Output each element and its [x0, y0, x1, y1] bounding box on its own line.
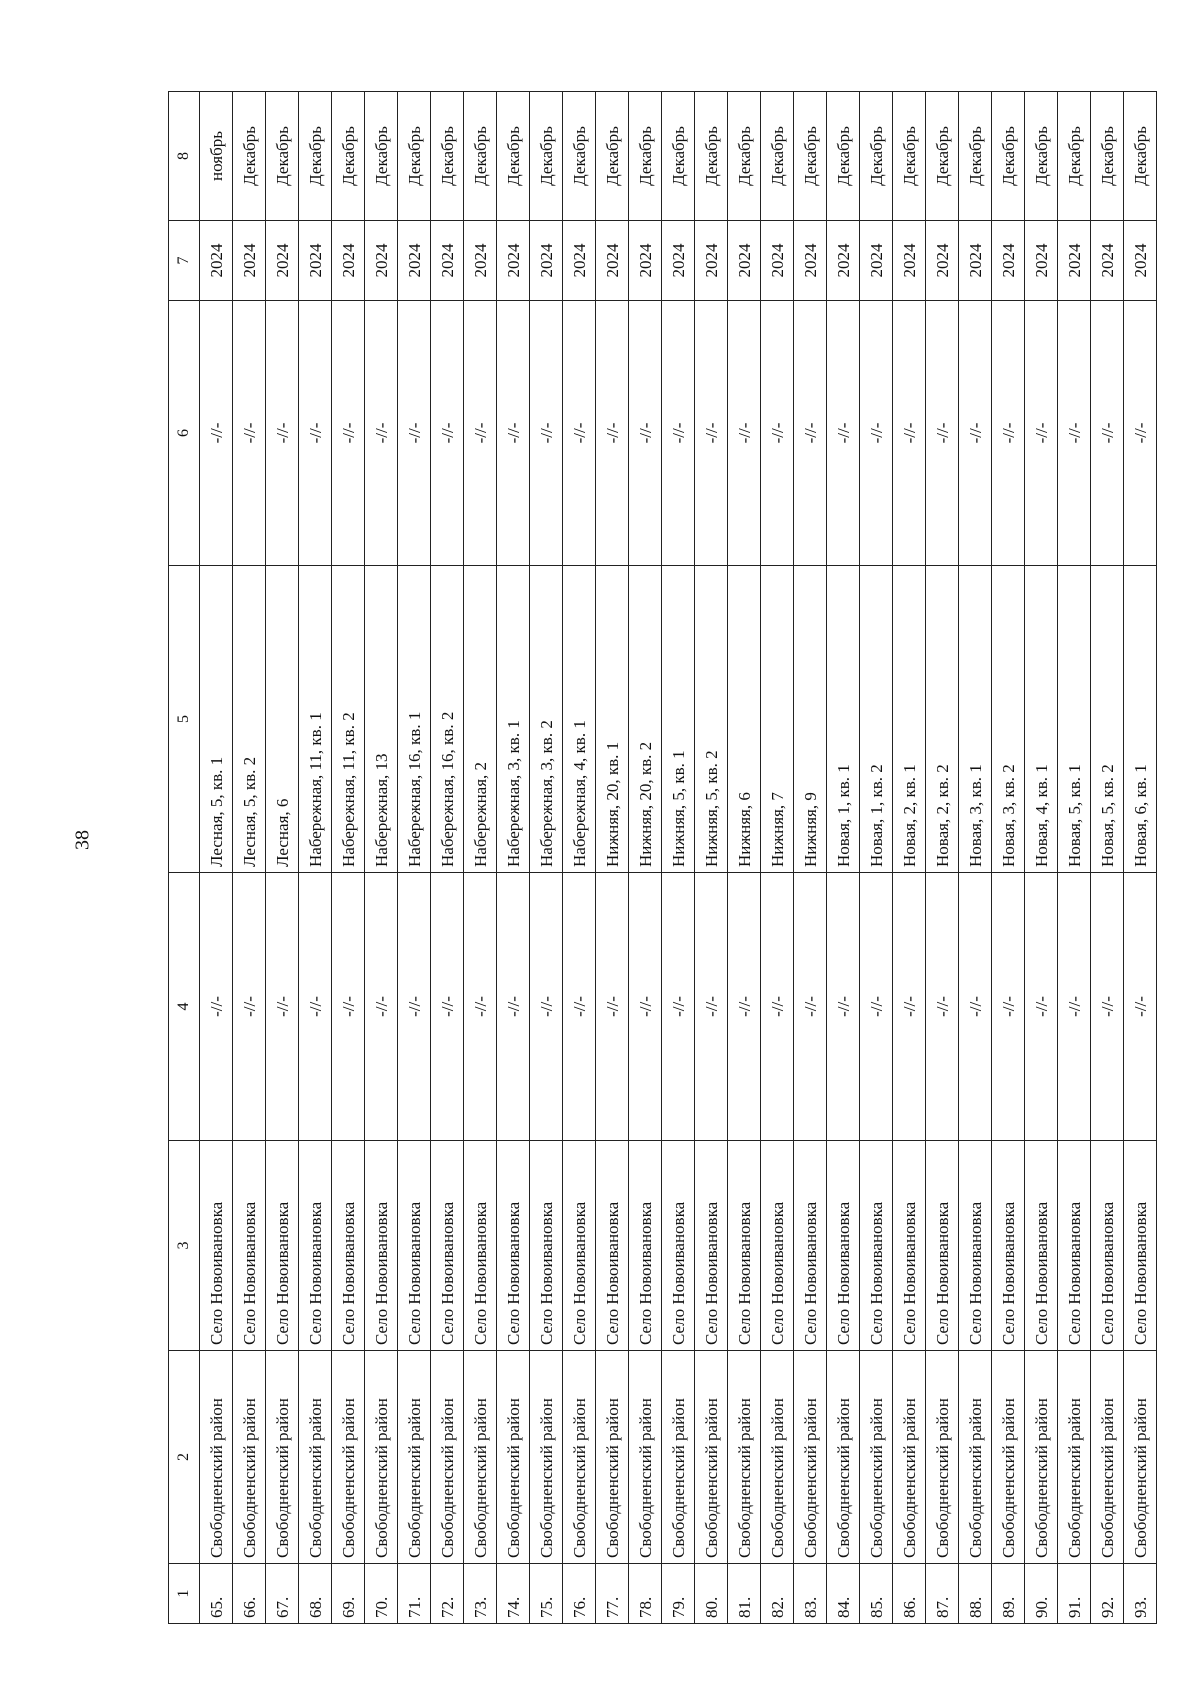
district-cell: Свободненский район [431, 1351, 464, 1564]
year-cell: 2024 [398, 221, 431, 301]
district-cell: Свободненский район [563, 1351, 596, 1564]
ditto-mark-cell: -//- [1124, 873, 1157, 1141]
district-cell: Свободненский район [266, 1351, 299, 1564]
table-row [1058, 92, 1091, 1624]
year-cell: 2024 [200, 221, 233, 301]
ditto-mark-cell: -//- [530, 873, 563, 1141]
year-cell: 2024 [299, 221, 332, 301]
ditto-mark-cell: -//- [827, 873, 860, 1141]
table-row [1124, 92, 1157, 1624]
year-cell: 2024 [464, 221, 497, 301]
row-number: 85. [860, 1564, 893, 1624]
settlement-cell: Село Новоивановка [332, 1141, 365, 1351]
ditto-mark-cell: -//- [431, 873, 464, 1141]
ditto-mark-cell: -//- [992, 301, 1025, 566]
table-row [794, 92, 827, 1624]
col-header-3: 3 [169, 1141, 200, 1351]
table-row [629, 92, 662, 1624]
address-cell: Нижняя, 7 [761, 566, 794, 873]
ditto-mark-cell: -//- [992, 873, 1025, 1141]
ditto-mark-cell: -//- [596, 301, 629, 566]
year-cell: 2024 [695, 221, 728, 301]
row-number: 92. [1091, 1564, 1124, 1624]
ditto-mark-cell: -//- [926, 301, 959, 566]
ditto-mark-cell: -//- [200, 301, 233, 566]
table-row [431, 92, 464, 1624]
ditto-mark-cell: -//- [662, 301, 695, 566]
address-cell: Нижняя, 20, кв. 2 [629, 566, 662, 873]
table-row [695, 92, 728, 1624]
district-cell: Свободненский район [662, 1351, 695, 1564]
year-cell: 2024 [1058, 221, 1091, 301]
ditto-mark-cell: -//- [1025, 873, 1058, 1141]
row-number: 69. [332, 1564, 365, 1624]
ditto-mark-cell: -//- [728, 873, 761, 1141]
row-number: 76. [563, 1564, 596, 1624]
month-cell: Декабрь [959, 92, 992, 221]
year-cell: 2024 [794, 221, 827, 301]
settlement-cell: Село Новоивановка [1091, 1141, 1124, 1351]
settlement-cell: Село Новоивановка [233, 1141, 266, 1351]
ditto-mark-cell: -//- [629, 873, 662, 1141]
ditto-mark-cell: -//- [464, 873, 497, 1141]
ditto-mark-cell: -//- [365, 301, 398, 566]
settlement-cell: Село Новоивановка [299, 1141, 332, 1351]
settlement-cell: Село Новоивановка [530, 1141, 563, 1351]
ditto-mark-cell: -//- [299, 301, 332, 566]
address-cell: Новая, 6, кв. 1 [1124, 566, 1157, 873]
row-number: 73. [464, 1564, 497, 1624]
table-row [860, 92, 893, 1624]
year-cell: 2024 [926, 221, 959, 301]
ditto-mark-cell: -//- [893, 873, 926, 1141]
year-cell: 2024 [497, 221, 530, 301]
year-cell: 2024 [1025, 221, 1058, 301]
row-number: 77. [596, 1564, 629, 1624]
ditto-mark-cell: -//- [563, 873, 596, 1141]
ditto-mark-cell: -//- [233, 301, 266, 566]
year-cell: 2024 [860, 221, 893, 301]
address-cell: Нижняя, 6 [728, 566, 761, 873]
district-cell: Свободненский район [629, 1351, 662, 1564]
district-cell: Свободненский район [1091, 1351, 1124, 1564]
row-number: 90. [1025, 1564, 1058, 1624]
ditto-mark-cell: -//- [728, 301, 761, 566]
ditto-mark-cell: -//- [1025, 301, 1058, 566]
table-row [959, 92, 992, 1624]
ditto-mark-cell: -//- [398, 301, 431, 566]
row-number: 86. [893, 1564, 926, 1624]
month-cell: Декабрь [893, 92, 926, 221]
settlement-cell: Село Новоивановка [860, 1141, 893, 1351]
district-cell: Свободненский район [926, 1351, 959, 1564]
ditto-mark-cell: -//- [695, 301, 728, 566]
ditto-mark-cell: -//- [695, 873, 728, 1141]
table-row [662, 92, 695, 1624]
address-cell: Лесная, 5, кв. 2 [233, 566, 266, 873]
month-cell: Декабрь [794, 92, 827, 221]
ditto-mark-cell: -//- [563, 301, 596, 566]
address-cell: Нижняя, 5, кв. 2 [695, 566, 728, 873]
row-number: 93. [1124, 1564, 1157, 1624]
district-cell: Свободненский район [365, 1351, 398, 1564]
address-cell: Нижняя, 9 [794, 566, 827, 873]
row-number: 68. [299, 1564, 332, 1624]
year-cell: 2024 [563, 221, 596, 301]
year-cell: 2024 [959, 221, 992, 301]
district-cell: Свободненский район [992, 1351, 1025, 1564]
settlement-cell: Село Новоивановка [893, 1141, 926, 1351]
settlement-cell: Село Новоивановка [464, 1141, 497, 1351]
table-row [200, 92, 233, 1624]
year-cell: 2024 [1091, 221, 1124, 301]
address-cell: Лесная, 5, кв. 1 [200, 566, 233, 873]
col-header-4: 4 [169, 873, 200, 1141]
district-cell: Свободненский район [464, 1351, 497, 1564]
col-header-7: 7 [169, 221, 200, 301]
year-cell: 2024 [530, 221, 563, 301]
settlement-cell: Село Новоивановка [431, 1141, 464, 1351]
settlement-cell: Село Новоивановка [662, 1141, 695, 1351]
table-row [728, 92, 761, 1624]
row-number: 81. [728, 1564, 761, 1624]
ditto-mark-cell: -//- [365, 873, 398, 1141]
ditto-mark-cell: -//- [200, 873, 233, 1141]
row-number: 84. [827, 1564, 860, 1624]
ditto-mark-cell: -//- [926, 873, 959, 1141]
table-row [266, 92, 299, 1624]
col-header-5: 5 [169, 566, 200, 873]
ditto-mark-cell: -//- [596, 873, 629, 1141]
year-cell: 2024 [728, 221, 761, 301]
settlement-cell: Село Новоивановка [629, 1141, 662, 1351]
ditto-mark-cell: -//- [530, 301, 563, 566]
settlement-cell: Село Новоивановка [1025, 1141, 1058, 1351]
settlement-cell: Село Новоивановка [926, 1141, 959, 1351]
month-cell: Декабрь [464, 92, 497, 221]
address-cell: Новая, 5, кв. 1 [1058, 566, 1091, 873]
ditto-mark-cell: -//- [662, 873, 695, 1141]
month-cell: Декабрь [1058, 92, 1091, 221]
ditto-mark-cell: -//- [464, 301, 497, 566]
year-cell: 2024 [332, 221, 365, 301]
row-number: 67. [266, 1564, 299, 1624]
ditto-mark-cell: -//- [794, 301, 827, 566]
month-cell: Декабрь [1124, 92, 1157, 221]
ditto-mark-cell: -//- [860, 301, 893, 566]
row-number: 65. [200, 1564, 233, 1624]
ditto-mark-cell: -//- [233, 873, 266, 1141]
address-cell: Набережная, 16, кв. 1 [398, 566, 431, 873]
table-row [1025, 92, 1058, 1624]
month-cell: Декабрь [365, 92, 398, 221]
table-row [332, 92, 365, 1624]
housing-register-table [168, 91, 1157, 1624]
row-number: 78. [629, 1564, 662, 1624]
month-cell: Декабрь [233, 92, 266, 221]
table-row [926, 92, 959, 1624]
address-cell: Набережная, 16, кв. 2 [431, 566, 464, 873]
address-cell: Нижняя, 20, кв. 1 [596, 566, 629, 873]
header-row [169, 92, 200, 1624]
settlement-cell: Село Новоивановка [1058, 1141, 1091, 1351]
row-number: 72. [431, 1564, 464, 1624]
district-cell: Свободненский район [497, 1351, 530, 1564]
col-header-1: 1 [169, 1564, 200, 1624]
month-cell: Декабрь [563, 92, 596, 221]
row-number: 71. [398, 1564, 431, 1624]
year-cell: 2024 [992, 221, 1025, 301]
address-cell: Лесная, 6 [266, 566, 299, 873]
table-row [563, 92, 596, 1624]
month-cell: Декабрь [662, 92, 695, 221]
ditto-mark-cell: -//- [398, 873, 431, 1141]
col-header-6: 6 [169, 301, 200, 566]
ditto-mark-cell: -//- [332, 301, 365, 566]
settlement-cell: Село Новоивановка [398, 1141, 431, 1351]
row-number: 88. [959, 1564, 992, 1624]
ditto-mark-cell: -//- [827, 301, 860, 566]
district-cell: Свободненский район [761, 1351, 794, 1564]
row-number: 83. [794, 1564, 827, 1624]
settlement-cell: Село Новоивановка [992, 1141, 1025, 1351]
year-cell: 2024 [827, 221, 860, 301]
ditto-mark-cell: -//- [266, 873, 299, 1141]
ditto-mark-cell: -//- [794, 873, 827, 1141]
month-cell: Декабрь [266, 92, 299, 221]
district-cell: Свободненский район [860, 1351, 893, 1564]
month-cell: Декабрь [299, 92, 332, 221]
address-cell: Нижняя, 5, кв. 1 [662, 566, 695, 873]
district-cell: Свободненский район [794, 1351, 827, 1564]
ditto-mark-cell: -//- [959, 873, 992, 1141]
address-cell: Набережная, 3, кв. 1 [497, 566, 530, 873]
settlement-cell: Село Новоивановка [200, 1141, 233, 1351]
settlement-cell: Село Новоивановка [794, 1141, 827, 1351]
address-cell: Набережная, 11, кв. 1 [299, 566, 332, 873]
district-cell: Свободненский район [893, 1351, 926, 1564]
ditto-mark-cell: -//- [431, 301, 464, 566]
district-cell: Свободненский район [728, 1351, 761, 1564]
address-cell: Новая, 4, кв. 1 [1025, 566, 1058, 873]
table-row [398, 92, 431, 1624]
month-cell: Декабрь [728, 92, 761, 221]
month-cell: Декабрь [596, 92, 629, 221]
month-cell: Декабрь [497, 92, 530, 221]
month-cell: Декабрь [761, 92, 794, 221]
district-cell: Свободненский район [398, 1351, 431, 1564]
month-cell: Декабрь [530, 92, 563, 221]
table-row [893, 92, 926, 1624]
settlement-cell: Село Новоивановка [1124, 1141, 1157, 1351]
month-cell: Декабрь [398, 92, 431, 221]
row-number: 89. [992, 1564, 1025, 1624]
page-number: 38 [71, 830, 94, 850]
district-cell: Свободненский район [1058, 1351, 1091, 1564]
table-row [596, 92, 629, 1624]
settlement-cell: Село Новоивановка [596, 1141, 629, 1351]
ditto-mark-cell: -//- [332, 873, 365, 1141]
district-cell: Свободненский район [530, 1351, 563, 1564]
settlement-cell: Село Новоивановка [959, 1141, 992, 1351]
address-cell: Новая, 1, кв. 1 [827, 566, 860, 873]
ditto-mark-cell: -//- [1124, 301, 1157, 566]
table-body [169, 92, 1157, 1624]
settlement-cell: Село Новоивановка [365, 1141, 398, 1351]
table-row [365, 92, 398, 1624]
row-number: 79. [662, 1564, 695, 1624]
district-cell: Свободненский район [332, 1351, 365, 1564]
address-cell: Набережная, 11, кв. 2 [332, 566, 365, 873]
district-cell: Свободненский район [596, 1351, 629, 1564]
table-frame [168, 92, 1150, 1624]
address-cell: Новая, 2, кв. 2 [926, 566, 959, 873]
year-cell: 2024 [1124, 221, 1157, 301]
table-row [299, 92, 332, 1624]
ditto-mark-cell: -//- [761, 301, 794, 566]
month-cell: Декабрь [992, 92, 1025, 221]
row-number: 82. [761, 1564, 794, 1624]
ditto-mark-cell: -//- [761, 873, 794, 1141]
ditto-mark-cell: -//- [629, 301, 662, 566]
ditto-mark-cell: -//- [1058, 873, 1091, 1141]
row-number: 74. [497, 1564, 530, 1624]
year-cell: 2024 [233, 221, 266, 301]
month-cell: Декабрь [629, 92, 662, 221]
settlement-cell: Село Новоивановка [563, 1141, 596, 1351]
address-cell: Новая, 1, кв. 2 [860, 566, 893, 873]
year-cell: 2024 [431, 221, 464, 301]
district-cell: Свободненский район [200, 1351, 233, 1564]
ditto-mark-cell: -//- [1058, 301, 1091, 566]
table-row [827, 92, 860, 1624]
table-row [992, 92, 1025, 1624]
ditto-mark-cell: -//- [860, 873, 893, 1141]
settlement-cell: Село Новоивановка [728, 1141, 761, 1351]
col-header-2: 2 [169, 1351, 200, 1564]
row-number: 75. [530, 1564, 563, 1624]
month-cell: Декабрь [1091, 92, 1124, 221]
table-row [233, 92, 266, 1624]
settlement-cell: Село Новоивановка [761, 1141, 794, 1351]
district-cell: Свободненский район [827, 1351, 860, 1564]
year-cell: 2024 [662, 221, 695, 301]
address-cell: Набережная, 3, кв. 2 [530, 566, 563, 873]
address-cell: Новая, 5, кв. 2 [1091, 566, 1124, 873]
month-cell: Декабрь [332, 92, 365, 221]
address-cell: Набережная, 4, кв. 1 [563, 566, 596, 873]
year-cell: 2024 [761, 221, 794, 301]
table-row [497, 92, 530, 1624]
table-row [464, 92, 497, 1624]
settlement-cell: Село Новоивановка [497, 1141, 530, 1351]
year-cell: 2024 [365, 221, 398, 301]
month-cell: Декабрь [431, 92, 464, 221]
month-cell: Декабрь [860, 92, 893, 221]
col-header-8: 8 [169, 92, 200, 221]
month-cell: Декабрь [695, 92, 728, 221]
address-cell: Набережная, 2 [464, 566, 497, 873]
row-number: 66. [233, 1564, 266, 1624]
ditto-mark-cell: -//- [497, 301, 530, 566]
year-cell: 2024 [596, 221, 629, 301]
address-cell: Новая, 3, кв. 2 [992, 566, 1025, 873]
table-viewport [168, 92, 1150, 1624]
address-cell: Набережная, 13 [365, 566, 398, 873]
row-number: 87. [926, 1564, 959, 1624]
ditto-mark-cell: -//- [266, 301, 299, 566]
district-cell: Свободненский район [233, 1351, 266, 1564]
district-cell: Свободненский район [959, 1351, 992, 1564]
month-cell: Декабрь [1025, 92, 1058, 221]
year-cell: 2024 [893, 221, 926, 301]
row-number: 70. [365, 1564, 398, 1624]
ditto-mark-cell: -//- [497, 873, 530, 1141]
address-cell: Новая, 3, кв. 1 [959, 566, 992, 873]
ditto-mark-cell: -//- [959, 301, 992, 566]
ditto-mark-cell: -//- [893, 301, 926, 566]
district-cell: Свободненский район [299, 1351, 332, 1564]
year-cell: 2024 [266, 221, 299, 301]
ditto-mark-cell: -//- [299, 873, 332, 1141]
table-row [761, 92, 794, 1624]
district-cell: Свободненский район [1124, 1351, 1157, 1564]
settlement-cell: Село Новоивановка [266, 1141, 299, 1351]
row-number: 91. [1058, 1564, 1091, 1624]
table-row [530, 92, 563, 1624]
table-row [1091, 92, 1124, 1624]
ditto-mark-cell: -//- [1091, 301, 1124, 566]
ditto-mark-cell: -//- [1091, 873, 1124, 1141]
row-number: 80. [695, 1564, 728, 1624]
settlement-cell: Село Новоивановка [695, 1141, 728, 1351]
month-cell: Декабрь [827, 92, 860, 221]
month-cell: ноябрь [200, 92, 233, 221]
month-cell: Декабрь [926, 92, 959, 221]
district-cell: Свободненский район [695, 1351, 728, 1564]
year-cell: 2024 [629, 221, 662, 301]
settlement-cell: Село Новоивановка [827, 1141, 860, 1351]
address-cell: Новая, 2, кв. 1 [893, 566, 926, 873]
district-cell: Свободненский район [1025, 1351, 1058, 1564]
